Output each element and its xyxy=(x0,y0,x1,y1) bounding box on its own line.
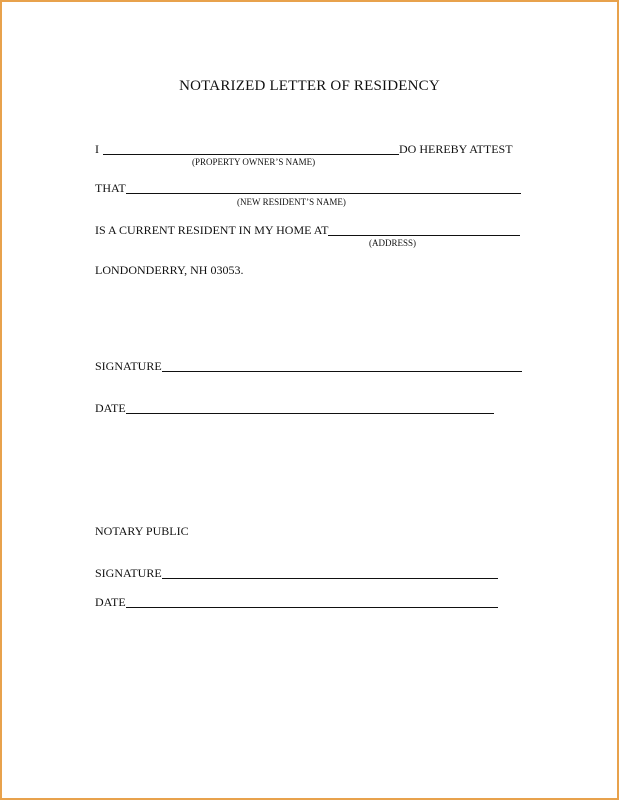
owner-date-blank[interactable] xyxy=(126,402,494,414)
notary-date-row xyxy=(95,595,498,609)
address-prefix: IS A CURRENT RESIDENT IN MY HOME AT xyxy=(95,223,329,237)
owner-signature-label: SIGNATURE xyxy=(95,359,162,373)
notary-signature-blank[interactable] xyxy=(162,567,498,579)
notary-signature-label: SIGNATURE xyxy=(95,566,162,580)
address-blank[interactable] xyxy=(328,224,520,236)
owner-suffix: DO HEREBY ATTEST xyxy=(399,142,513,156)
owner-prefix: I xyxy=(95,142,99,156)
owner-name-row xyxy=(95,142,513,156)
owner-name-blank[interactable] xyxy=(103,143,399,155)
owner-signature-row xyxy=(95,359,522,373)
city-line: LONDONDERRY, NH 03053. xyxy=(95,263,244,277)
owner-date-row xyxy=(95,401,494,415)
address-caption: (ADDRESS) xyxy=(369,238,417,248)
notary-date-blank[interactable] xyxy=(126,596,498,608)
owner-name-caption: (PROPERTY OWNER’S NAME) xyxy=(192,157,316,167)
notary-heading: NOTARY PUBLIC xyxy=(95,524,189,538)
resident-name-blank[interactable] xyxy=(126,182,521,194)
notary-date-label: DATE xyxy=(95,595,126,609)
notary-signature-row xyxy=(95,566,498,580)
document-title: NOTARIZED LETTER OF RESIDENCY xyxy=(179,78,440,94)
resident-name-row xyxy=(95,181,521,195)
resident-name-caption: (NEW RESIDENT’S NAME) xyxy=(237,197,346,207)
owner-signature-blank[interactable] xyxy=(162,360,522,372)
owner-date-label: DATE xyxy=(95,401,126,415)
resident-prefix: THAT xyxy=(95,181,126,195)
address-row xyxy=(95,223,520,237)
